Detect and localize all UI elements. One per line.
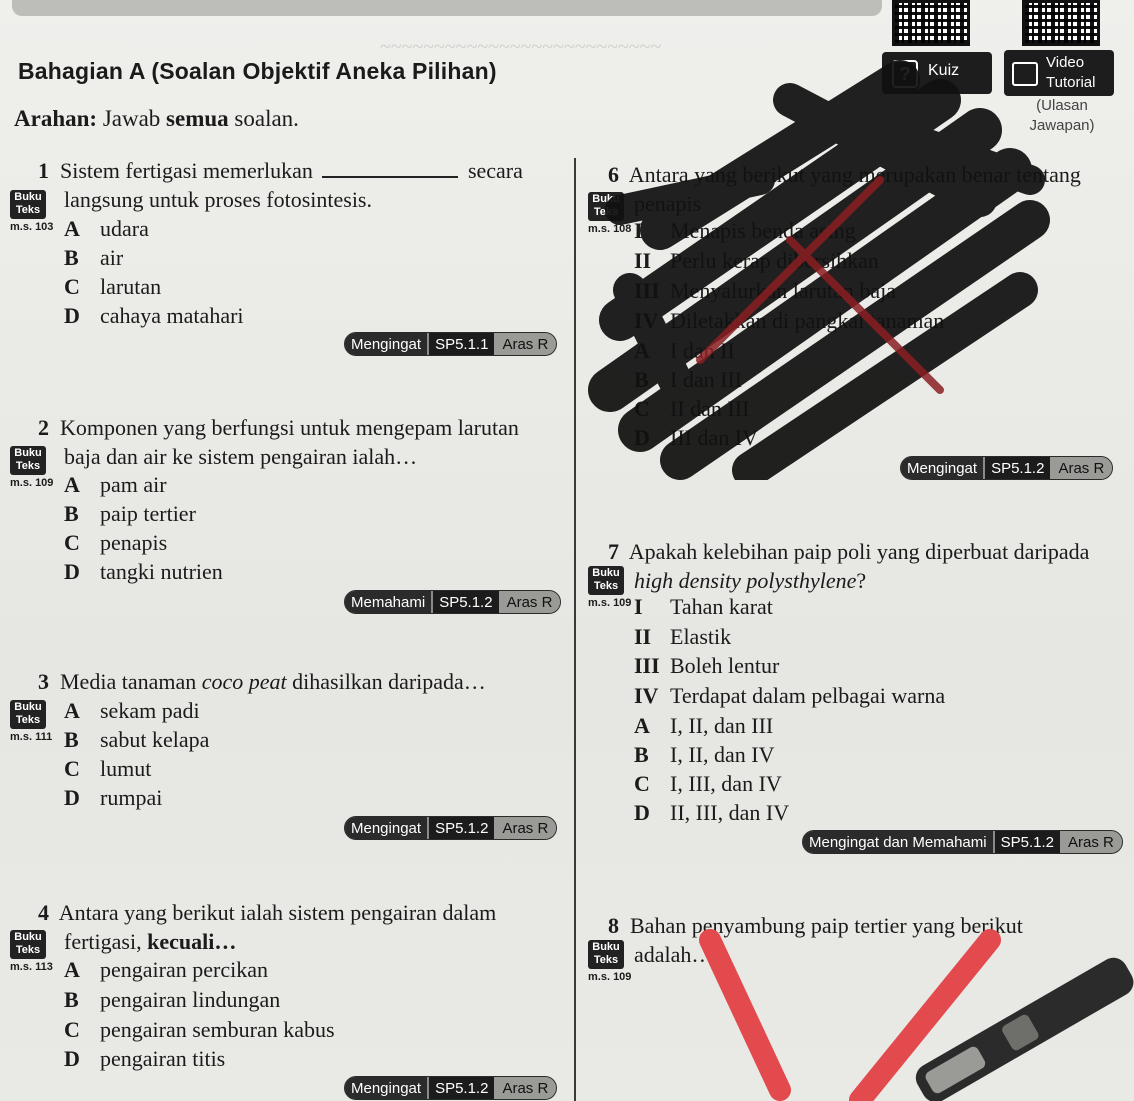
q6-option-b[interactable]: B I dan III [634, 367, 743, 392]
kuiz-label: Kuiz [928, 62, 960, 79]
q3-option-d[interactable]: D rumpai [64, 785, 163, 810]
skill-tag: Mengingat SP5.1.2 Aras R [344, 1076, 557, 1100]
kuiz-badge[interactable] [882, 52, 992, 94]
page-reference: m.s. 109 [588, 971, 632, 983]
q2-option-a[interactable]: A pam air [64, 472, 167, 497]
q4-option-d[interactable]: D pengairan titis [64, 1046, 226, 1071]
q6-statement-1: I Menapis benda asing [634, 218, 856, 243]
q2-option-c[interactable]: C penapis [64, 530, 168, 555]
q6-statement-3: III Menyalurkan larutan baja [634, 278, 897, 303]
q7-option-d[interactable]: D II, III, dan IV [634, 800, 790, 825]
q1-option-d[interactable]: D cahaya matahari [64, 303, 244, 328]
ulasan-line-2: Jawapan) [1029, 117, 1095, 134]
buku-teks-icon: Buku Teks m.s. 109 [588, 941, 632, 983]
q6-option-a[interactable]: A I dan II [634, 338, 735, 363]
question-1 [38, 156, 558, 185]
q1-option-c[interactable]: C larutan [64, 274, 162, 299]
question-7: 7 Apakah kelebihan paip poli yang diperbuat daripada [608, 539, 1090, 564]
q6-statement-4: IV Diletakkan di pangkal tanaman [634, 308, 945, 333]
question-6: 6 Antara yang berikut yang merupakan benar tentang [608, 162, 1081, 187]
skill-tag: Mengingat SP5.1.2 Aras R [900, 456, 1113, 480]
question-4-line-2: fertigasi, kecuali… [64, 929, 237, 954]
question-3: 3 Media tanaman coco peat dihasilkan daripada… [38, 669, 486, 694]
page-top-band [12, 0, 882, 16]
page-reference: m.s. 108 [588, 223, 632, 235]
skill-tag: Memahami SP5.1.2 Aras R [344, 590, 561, 614]
question-text: secara [467, 158, 523, 183]
q6-option-d[interactable]: D III dan IV [634, 425, 758, 450]
ulasan-jawapan-note [1012, 96, 1112, 136]
arahan-bold: semua [166, 106, 229, 131]
question-icon: ? [892, 60, 918, 88]
q3-option-b[interactable]: B sabut kelapa [64, 727, 210, 752]
buku-teks-icon: Buku Teks m.s. 103 [10, 191, 54, 233]
q3-option-a[interactable]: A sekam padi [64, 698, 200, 723]
question-2-line-2: baja dan air ke sistem pengairan ialah… [64, 444, 418, 469]
question-8-line-2: adalah… [634, 942, 714, 967]
q4-option-c[interactable]: C pengairan semburan kabus [64, 1017, 335, 1042]
page-reference: m.s. 103 [10, 221, 54, 233]
bleed-through-text: ~~~~~~~~~~~~~~~~~~~~~~~~~~ [380, 36, 662, 58]
buku-teks-icon: Buku Teks m.s. 109 [10, 447, 54, 489]
section-title: Bahagian A (Soalan Objektif Aneka Pilihan) [18, 58, 497, 84]
video-icon [1012, 62, 1038, 86]
q6-option-c[interactable]: C II dan III [634, 396, 750, 421]
q7-statement-2: II Elastik [634, 624, 732, 649]
q2-option-b[interactable]: B paip tertier [64, 501, 196, 526]
buku-teks-icon: Buku Teks m.s. 113 [10, 931, 53, 973]
buku-teks-icon: Buku Teks m.s. 109 [588, 567, 632, 609]
q3-option-c[interactable]: C lumut [64, 756, 152, 781]
page-reference: m.s. 111 [10, 731, 53, 743]
arahan-text: Jawab [102, 106, 161, 131]
qr-code-video[interactable] [1022, 0, 1100, 46]
pen-icon [873, 953, 1134, 1101]
question-2: 2 Komponen yang berfungsi untuk mengepam larutan [38, 415, 519, 440]
column-divider [574, 158, 576, 1101]
q7-option-a[interactable]: A I, II, dan III [634, 713, 774, 738]
question-4: 4 Antara yang berikut ialah sistem pengairan dalam [38, 900, 497, 925]
q4-option-a[interactable]: A pengairan percikan [64, 957, 268, 982]
question-7-line-2: high density polysthylene? [634, 568, 867, 593]
question-text: Komponen yang berfungsi untuk mengepam larutan [60, 415, 519, 440]
skill-tag: Mengingat dan Memahami SP5.1.2 Aras R [802, 830, 1123, 854]
page-reference: m.s. 109 [588, 597, 632, 609]
q2-option-d[interactable]: D tangki nutrien [64, 559, 223, 584]
q1-option-b[interactable]: B air [64, 245, 124, 270]
q1-option-a[interactable]: A udara [64, 216, 149, 241]
q7-option-b[interactable]: B I, II, dan IV [634, 742, 775, 767]
video-tutorial-badge[interactable] [1004, 50, 1114, 96]
skill-tag: Mengingat SP5.1.1 Aras R [344, 332, 557, 356]
q7-statement-3: III Boleh lentur [634, 653, 780, 678]
page-reference: m.s. 109 [10, 477, 54, 489]
buku-teks-icon: Buku Teks m.s. 111 [10, 701, 53, 743]
ulasan-line-1: (Ulasan [1036, 97, 1088, 114]
q6-statement-2: II Perlu kerap dibersihkan [634, 248, 879, 273]
buku-teks-icon: Buku Teks m.s. 108 [588, 193, 632, 235]
question-number: 1 [38, 158, 49, 183]
answer-blank [322, 158, 458, 178]
question-text: Sistem fertigasi memerlukan [60, 158, 313, 183]
q7-statement-4: IV Terdapat dalam pelbagai warna [634, 683, 946, 708]
arahan-label: Arahan: [14, 106, 98, 131]
page-reference: m.s. 113 [10, 961, 53, 973]
tutorial-label: Tutorial [1046, 74, 1096, 91]
video-label: Video [1046, 54, 1085, 71]
skill-tag: Mengingat SP5.1.2 Aras R [344, 816, 557, 840]
question-1-line-2: langsung untuk proses fotosintesis. [64, 187, 372, 212]
instructions [14, 106, 299, 132]
q4-option-b[interactable]: B pengairan lindungan [64, 987, 281, 1012]
arahan-text-end: soalan. [234, 106, 299, 131]
question-6-line-2: penapis [634, 191, 702, 216]
qr-code-kuiz[interactable] [892, 0, 970, 46]
q7-statement-1: I Tahan karat [634, 594, 773, 619]
q7-option-c[interactable]: C I, III, dan IV [634, 771, 782, 796]
question-8: 8 Bahan penyambung paip tertier yang berikut [608, 913, 1023, 938]
